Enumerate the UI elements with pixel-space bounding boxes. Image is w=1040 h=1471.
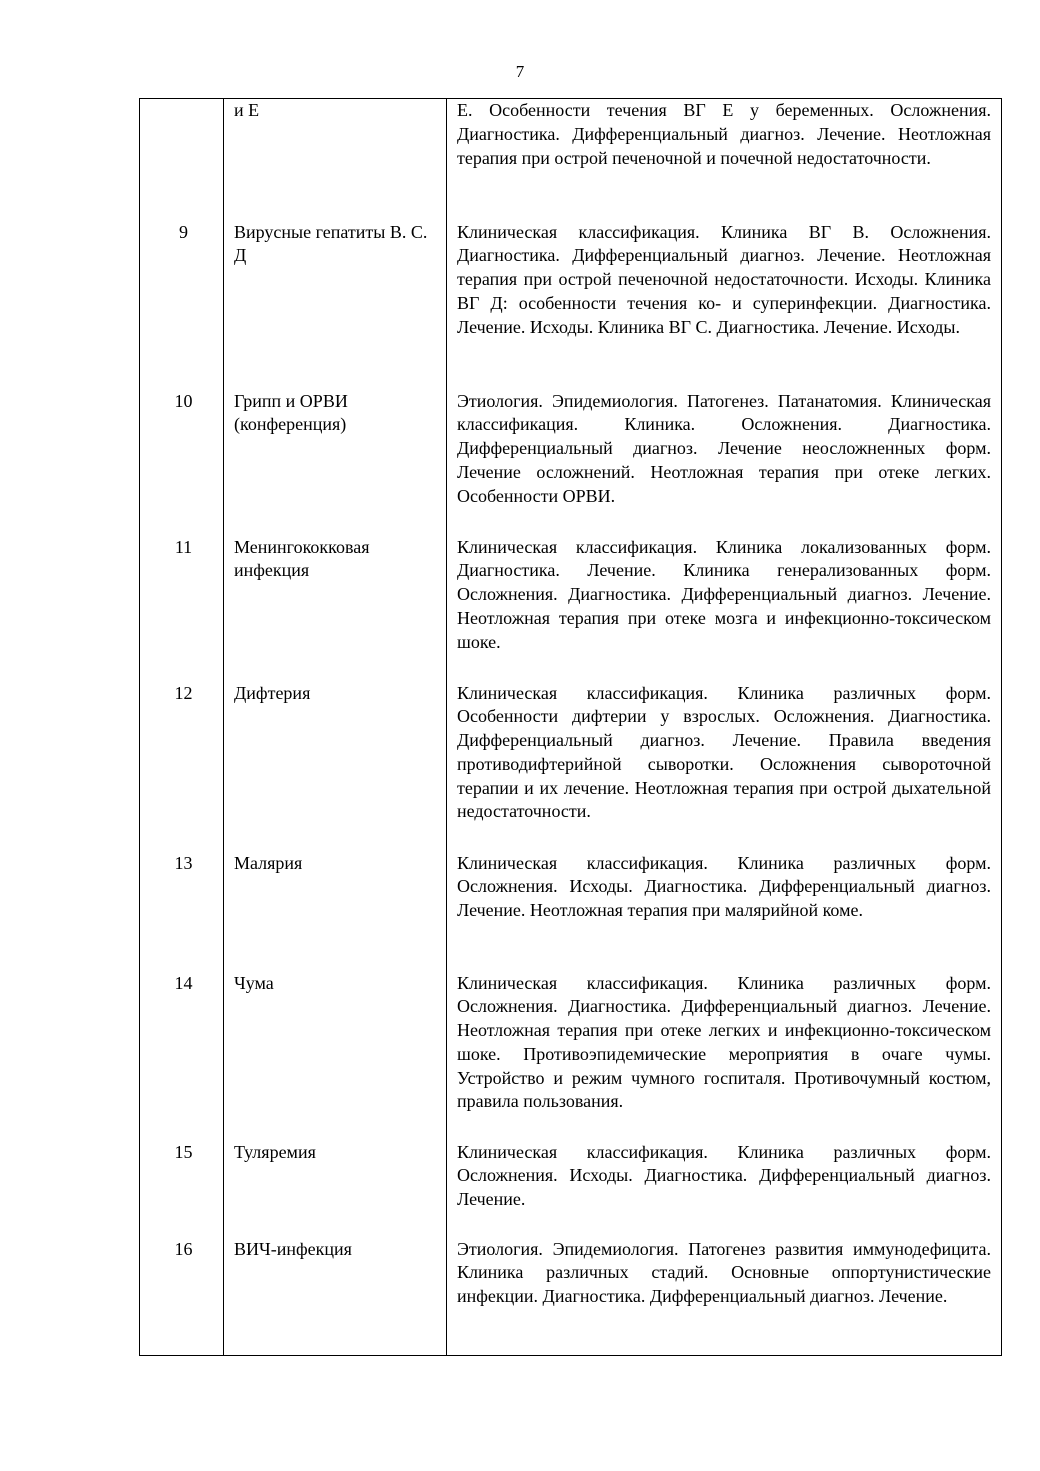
description-cell: Этиология. Эпидемиология. Патогенез развития иммунодефицита. Клиника различных стадий. Основные оппортунистические инфекции. Диагностика. Дифференциальный диагноз. Лечение. bbox=[447, 1238, 1002, 1356]
description-cell: Клиническая классификация. Клиника различных форм. Осложнения. Исходы. Диагностика. Дифференциальный диагноз. Лечение. Неотложная терапия при малярийной коме. bbox=[447, 852, 1002, 972]
row-number: 16 bbox=[140, 1238, 224, 1356]
table-row bbox=[140, 1238, 1002, 1356]
table-row bbox=[140, 972, 1002, 1141]
topic-cell: Малярия bbox=[224, 852, 447, 972]
description-cell: Клиническая классификация. Клиника локализованных форм. Диагностика. Лечение. Клиника генерализованных форм. Осложнения. Диагностика. Дифференциальный диагноз. Лечение. Неотложная терапия при отеке мозга и инфекционно-токсическом шоке. bbox=[447, 536, 1002, 682]
description-cell: Этиология. Эпидемиология. Патогенез. Патанатомия. Клиническая классификация. Клиника. Осложнения. Диагностика. Дифференциальный диагноз. Лечение неосложненных форм. Лечение осложнений. Неотложная терапия при отеке легких. Особенности ОРВИ. bbox=[447, 390, 1002, 536]
row-number: 10 bbox=[140, 390, 224, 536]
description-cell: Клиническая классификация. Клиника ВГ В. Осложнения. Диагностика. Дифференциальный диагноз. Лечение. Неотложная терапия при острой печеночной недостаточности. Исходы. Клиника ВГ Д: особенности течения ко- и суперинфекции. Диагностика. Лечение. Исходы. Клиника ВГ С. Диагностика. Лечение. Исходы. bbox=[447, 221, 1002, 390]
row-number: 9 bbox=[140, 221, 224, 390]
topic-cell: ВИЧ-инфекция bbox=[224, 1238, 447, 1356]
row-number: 12 bbox=[140, 682, 224, 852]
description-cell: Клиническая классификация. Клиника различных форм. Осложнения. Исходы. Диагностика. Дифференциальный диагноз. Лечение. bbox=[447, 1141, 1002, 1238]
table-row bbox=[140, 1141, 1002, 1238]
topic-cell: Вирусные гепатиты В. С. Д bbox=[224, 221, 447, 390]
topic-cell: Менингококковая инфекция bbox=[224, 536, 447, 682]
curriculum-table bbox=[139, 98, 1002, 1356]
row-number: 14 bbox=[140, 972, 224, 1141]
row-number: 15 bbox=[140, 1141, 224, 1238]
row-number bbox=[140, 99, 224, 221]
topic-cell: Туляремия bbox=[224, 1141, 447, 1238]
table-row bbox=[140, 221, 1002, 390]
table-row bbox=[140, 852, 1002, 972]
topic-cell: Дифтерия bbox=[224, 682, 447, 852]
description-cell: Клиническая классификация. Клиника различных форм. Осложнения. Диагностика. Дифференциальный диагноз. Лечение. Неотложная терапия при отеке легких и инфекционно-токсическом шоке. Противоэпидемические мероприятия в очаге чумы. Устройство и режим чумного госпиталя. Противочумный костюм, правила пользования. bbox=[447, 972, 1002, 1141]
topic-cell: Чума bbox=[224, 972, 447, 1141]
row-number: 13 bbox=[140, 852, 224, 972]
table-row bbox=[140, 536, 1002, 682]
page-number: 7 bbox=[515, 62, 525, 81]
table-row bbox=[140, 682, 1002, 852]
topic-cell: Грипп и ОРВИ (конференция) bbox=[224, 390, 447, 536]
row-number: 11 bbox=[140, 536, 224, 682]
table-row bbox=[140, 390, 1002, 536]
table-row bbox=[140, 99, 1002, 221]
description-cell: Е. Особенности течения ВГ Е у беременных. Осложнения. Диагностика. Дифференциальный диагноз. Лечение. Неотложная терапия при острой печеночной и почечной недостаточности. bbox=[447, 99, 1002, 221]
description-cell: Клиническая классификация. Клиника различных форм. Особенности дифтерии у взрослых. Осложнения. Диагностика. Дифференциальный диагноз. Лечение. Правила введения противодифтерийной сыворотки. Осложнения сывороточной терапии и их лечение. Неотложная терапия при острой дыхательной недостаточности. bbox=[447, 682, 1002, 852]
topic-cell: и Е bbox=[224, 99, 447, 221]
